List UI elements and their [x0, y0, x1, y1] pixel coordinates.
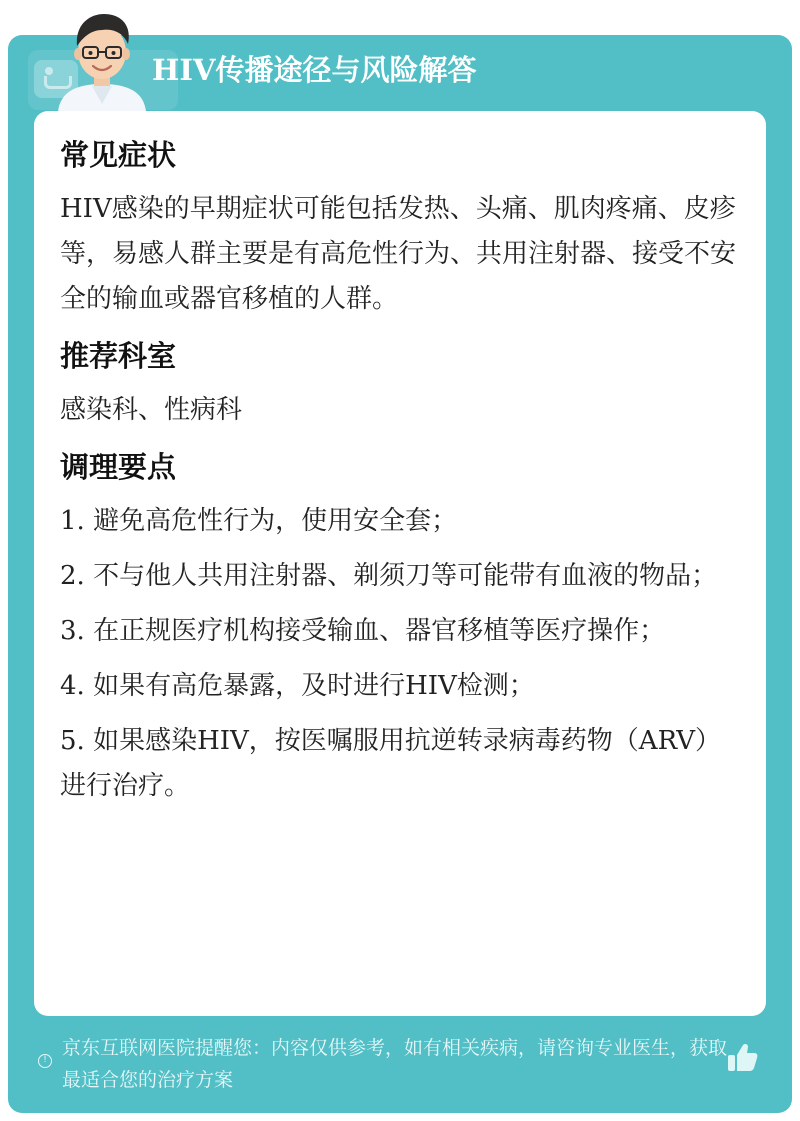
- list-item: 2. 不与他人共用注射器、剃须刀等可能带有血液的物品；: [60, 561, 718, 591]
- care-list: [60, 499, 740, 809]
- doctor-avatar: [48, 8, 156, 112]
- department-text: 感染科、性病科: [60, 395, 243, 425]
- disclaimer-text: 京东互联网医院提醒您：内容仅供参考，如有相关疾病，请咨询专业医生，获取最适合您的治疗方案: [62, 1037, 728, 1091]
- list-item: 3. 在正规医疗机构接受输血、器官移植等医疗操作；: [60, 616, 666, 646]
- department-heading: 推荐科室: [60, 339, 177, 373]
- symptoms-text: HIV感染的早期症状可能包括发热、头痛、肌肉疼痛、皮疹等，易感人群主要是有高危性行为、共用注射器、接受不安全的输血或器官移植的人群。: [60, 194, 737, 314]
- content-card: [34, 111, 766, 1016]
- list-item: 4. 如果有高危暴露，及时进行HIV检测；: [60, 671, 535, 701]
- list-item: 1. 避免高危性行为，使用安全套；: [60, 506, 458, 536]
- symptoms-heading: 常见症状: [60, 138, 177, 172]
- page-title: HIV传播途径与风险解答: [152, 53, 477, 87]
- care-heading: 调理要点: [60, 450, 177, 484]
- list-item: 5. 如果感染HIV，按医嘱服用抗逆转录病毒药物（ARV）进行治疗。: [60, 726, 721, 801]
- info-icon: !: [38, 1054, 52, 1068]
- thumbs-up-icon[interactable]: [724, 1040, 760, 1076]
